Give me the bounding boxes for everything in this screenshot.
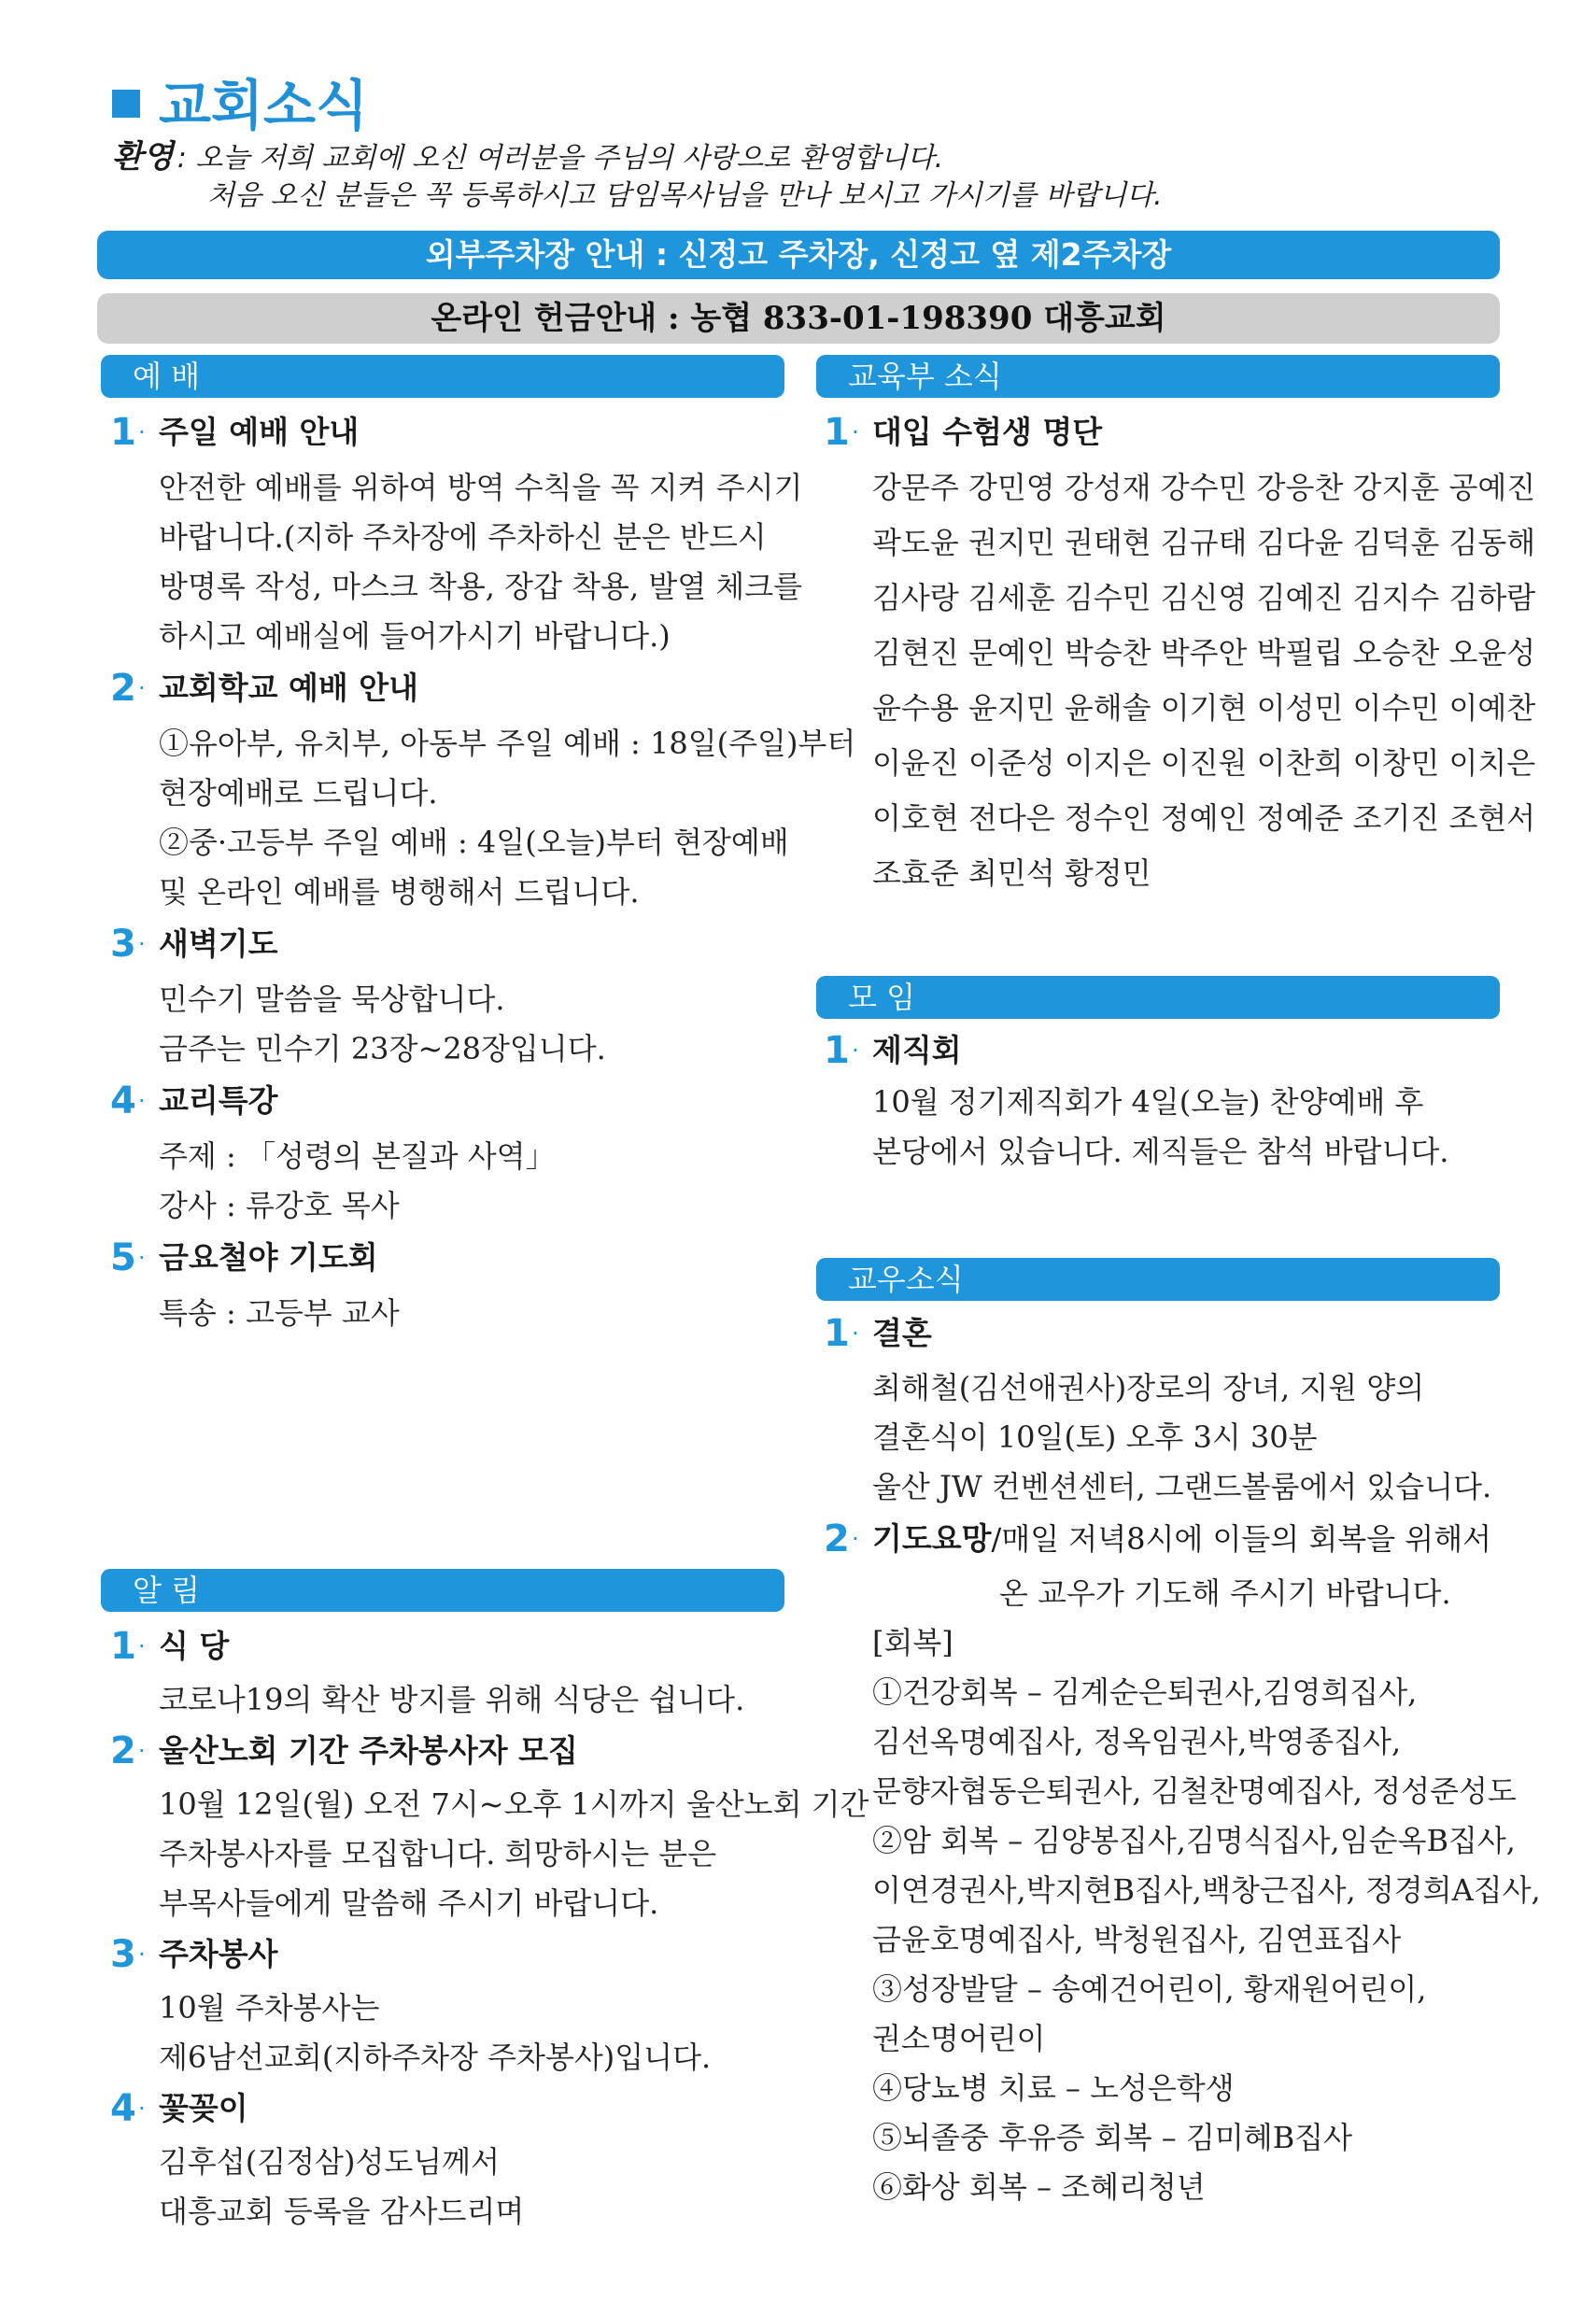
item-line: 금주는 민수기 23장~28장입니다. xyxy=(159,1031,606,1066)
item-title: 금요철야 기도회 xyxy=(159,1239,378,1276)
item-title: 결혼 xyxy=(872,1315,932,1351)
page-title-text: 교회소식 xyxy=(159,74,369,137)
item-title: 교회학교 예배 안내 xyxy=(159,670,419,706)
student-names-line: 윤수용 윤지민 윤해솔 이기현 이성민 이수민 이예찬 xyxy=(872,690,1536,726)
item-line: 금윤호명예집사, 박청원집사, 김연표집사 xyxy=(872,1922,1402,1957)
item-line: ①유아부, 유치부, 아동부 주일 예배 : 18일(주일)부터 xyxy=(159,726,856,761)
dot-separator: · xyxy=(852,1038,859,1064)
dot-separator: · xyxy=(138,675,146,701)
dot-separator: · xyxy=(138,1738,146,1764)
dot-separator: · xyxy=(852,419,859,445)
item-line: 제6남선교회(지하주차장 주차봉사)입니다. xyxy=(159,2040,712,2075)
item-line: 방명록 작성, 마스크 착용, 장갑 착용, 발열 체크를 xyxy=(159,569,803,604)
student-names-line: 김현진 문예인 박승찬 박주안 박필립 오승찬 오윤성 xyxy=(872,635,1536,671)
item-line: ④당뇨병 치료 – 노성은학생 xyxy=(872,2070,1235,2106)
welcome-line-1 xyxy=(112,138,943,177)
welcome-line-2: 처음 오신 분들은 꼭 등록하시고 담임목사님을 만나 보시고 가시기를 바랍니다. xyxy=(207,179,1163,212)
dot-separator: · xyxy=(852,1526,859,1552)
item-line: ②중·고등부 주일 예배 : 4일(오늘)부터 현장예배 xyxy=(159,825,789,860)
item-title xyxy=(872,1516,1491,1562)
item-number: 1 xyxy=(824,1029,850,1072)
item-line: 이연경권사,박지현B집사,백창근집사, 정경희A집사, xyxy=(872,1872,1541,1908)
item-line: 현장예배로 드립니다. xyxy=(159,775,438,811)
section-heading-education: 교육부 소식 xyxy=(816,355,1500,398)
item-line: 문향자협동은퇴권사, 김철찬명예집사, 정성준성도 xyxy=(872,1773,1517,1809)
item-line: 하시고 예배실에 들어가시기 바랍니다.) xyxy=(159,618,671,654)
item-title: 식 당 xyxy=(159,1628,230,1664)
student-names-line: 이호현 전다은 정수인 정예인 정예준 조기진 조현서 xyxy=(872,800,1536,836)
item-number: 2 xyxy=(110,667,136,710)
item-line: 권소명어린이 xyxy=(872,2021,1046,2056)
item-line: 본당에서 있습니다. 제직들은 참석 바랍니다. xyxy=(872,1134,1449,1169)
item-title: 울산노회 기간 주차봉사자 모집 xyxy=(159,1732,578,1769)
parking-banner: 외부주차장 안내 : 신정고 주차장, 신정고 옆 제2주차장 xyxy=(97,231,1500,279)
item-number: 1 xyxy=(824,411,850,454)
item-title-suffix: /매일 저녁8시에 이들의 회복을 위해서 xyxy=(991,1521,1492,1557)
item-line: ⑤뇌졸중 후유증 회복 – 김미혜B집사 xyxy=(872,2120,1353,2155)
item-line: 최해철(김선애권사)장로의 장녀, 지원 양의 xyxy=(872,1370,1425,1405)
item-line: 부목사들에게 말씀해 주시기 바랍니다. xyxy=(159,1885,659,1921)
item-title: 대입 수험생 명단 xyxy=(872,414,1103,450)
item-number: 2 xyxy=(824,1517,850,1560)
item-line: 주차봉사자를 모집합니다. 희망하시는 분은 xyxy=(159,1836,717,1871)
section-heading-notices: 알 림 xyxy=(101,1569,784,1612)
section-heading-members: 교우소식 xyxy=(816,1258,1500,1301)
item-number: 3 xyxy=(110,923,136,966)
dot-separator: · xyxy=(138,1088,146,1114)
item-line: ②암 회복 – 김양봉집사,김명식집사,임순옥B집사, xyxy=(872,1823,1516,1858)
item-line: 민수기 말씀을 묵상합니다. xyxy=(159,981,505,1017)
offering-banner: 온라인 헌금안내 : 농협 833-01-198390 대흥교회 xyxy=(97,293,1500,344)
item-line: 바랍니다.(지하 주차장에 주차하신 분은 반드시 xyxy=(159,519,767,555)
item-line: 온 교우가 기도해 주시기 바랍니다. xyxy=(999,1575,1451,1611)
item-title: 꽃꽂이 xyxy=(159,2090,248,2126)
welcome-text-1: : 오늘 저희 교회에 오신 여러분을 주님의 사랑으로 환영합니다. xyxy=(177,142,944,175)
dot-separator: · xyxy=(852,1320,859,1347)
item-line: 주제 : 「성령의 본질과 사역」 xyxy=(159,1138,556,1174)
item-line: 김후섭(김정삼)성도님께서 xyxy=(159,2144,501,2180)
item-title: 주일 예배 안내 xyxy=(159,414,360,450)
dot-separator: · xyxy=(138,1941,146,1968)
item-line: 10월 12일(월) 오전 7시~오후 1시까지 울산노회 기간 xyxy=(159,1786,869,1822)
item-title: 제직회 xyxy=(872,1032,962,1068)
page-title xyxy=(112,73,368,138)
welcome-label: 환영 xyxy=(112,138,174,176)
item-line: 울산 JW 컨벤션센터, 그랜드볼룸에서 있습니다. xyxy=(872,1469,1492,1504)
item-line: 강사 : 류강호 목사 xyxy=(159,1188,400,1223)
item-line: 결혼식이 10일(토) 오후 3시 30분 xyxy=(872,1419,1318,1455)
item-number: 2 xyxy=(110,1729,136,1772)
recovery-heading: [회복] xyxy=(872,1625,953,1660)
item-number: 1 xyxy=(824,1312,850,1355)
dot-separator: · xyxy=(138,1245,146,1271)
item-number: 4 xyxy=(110,1080,136,1122)
item-line: 대흥교회 등록을 감사드리며 xyxy=(159,2194,525,2229)
item-line: 10월 정기제직회가 4일(오늘) 찬양예배 후 xyxy=(872,1084,1424,1120)
dot-separator: · xyxy=(138,931,146,957)
item-line: 안전한 예배를 위하여 방역 수칙을 꼭 지켜 주시기 xyxy=(159,470,803,505)
item-number: 5 xyxy=(110,1236,136,1279)
item-title: 주차봉사 xyxy=(159,1936,278,1972)
dot-separator: · xyxy=(138,419,146,445)
square-bullet-icon xyxy=(112,90,140,118)
student-names-line: 조효준 최민석 황정민 xyxy=(872,855,1151,891)
student-names-line: 곽도윤 권지민 권태현 김규태 김다윤 김덕훈 김동해 xyxy=(872,525,1536,560)
section-heading-worship: 예 배 xyxy=(101,355,784,398)
item-line: ③성장발달 – 송예건어린이, 황재원어린이, xyxy=(872,1971,1427,2007)
dot-separator: · xyxy=(138,2096,146,2122)
dot-separator: · xyxy=(138,1633,146,1659)
item-line: 김선옥명예집사, 정옥임권사,박영종집사, xyxy=(872,1724,1402,1759)
student-names-line: 김사랑 김세훈 김수민 김신영 김예진 김지수 김하람 xyxy=(872,580,1536,615)
item-number: 1 xyxy=(110,411,136,454)
section-heading-meeting: 모 임 xyxy=(816,976,1500,1019)
item-line: 및 온라인 예배를 병행해서 드립니다. xyxy=(159,874,640,910)
item-title: 새벽기도 xyxy=(159,925,278,962)
student-names-line: 이윤진 이준성 이지은 이진원 이찬희 이창민 이치은 xyxy=(872,745,1536,781)
item-number: 1 xyxy=(110,1625,136,1668)
item-title: 교리특강 xyxy=(159,1082,278,1119)
item-number: 3 xyxy=(110,1933,136,1976)
item-title-text: 기도요망 xyxy=(872,1520,992,1557)
item-line: ①건강회복 – 김계순은퇴권사,김영희집사, xyxy=(872,1674,1418,1710)
item-line: ⑥화상 회복 – 조혜리청년 xyxy=(872,2169,1206,2205)
student-names-line: 강문주 강민영 강성재 강수민 강응찬 강지훈 공예진 xyxy=(872,470,1536,505)
item-line: 코로나19의 확산 방지를 위해 식당은 쉽니다. xyxy=(159,1682,745,1717)
item-line: 10월 주차봉사는 xyxy=(159,1990,380,2026)
item-line: 특송 : 고등부 교사 xyxy=(159,1295,400,1331)
item-number: 4 xyxy=(110,2087,136,2130)
